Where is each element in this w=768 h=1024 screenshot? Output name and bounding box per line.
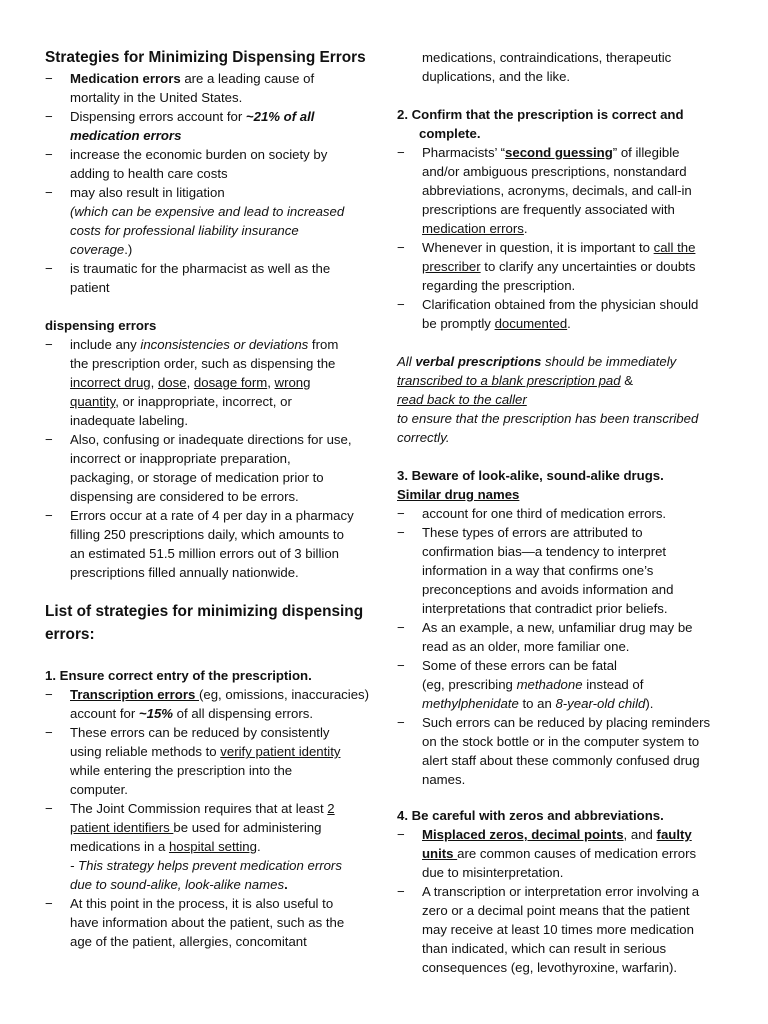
text-line: incorrect drug, dose, dosage form, wrong <box>70 375 311 390</box>
text-line: and/or ambiguous prescriptions, nonstandard <box>422 164 687 179</box>
bullet-dash: − <box>45 337 53 352</box>
bullet-dash: − <box>45 896 53 911</box>
text-line: while entering the prescription into the <box>70 763 293 778</box>
text-line: be promptly documented. <box>422 316 571 331</box>
text-line: Misplaced zeros, decimal points, and faulty <box>422 827 692 842</box>
text-line: At this point in the process, it is also useful to <box>70 896 334 911</box>
document-title: Strategies for Minimizing Dispensing Errors <box>45 49 366 66</box>
text-line: The Joint Commission requires that at least 2 <box>70 801 335 816</box>
text-line: Such errors can be reduced by placing reminders <box>422 715 711 730</box>
bullet-dash: − <box>397 240 405 255</box>
text-line: due to misinterpretation. <box>422 865 564 880</box>
text-line: prescriber to clarify any uncertainties or doubts <box>422 259 696 274</box>
text-line: include any inconsistencies or deviations from <box>70 337 339 352</box>
text-line: As an example, a new, unfamiliar drug may be <box>422 620 693 635</box>
text-line: duplications, and the like. <box>422 69 571 84</box>
strategy-heading: 1. Ensure correct entry of the prescription. <box>45 668 312 683</box>
text-line: than indicated, which can result in serious <box>422 941 667 956</box>
text-line: medication errors. <box>422 221 528 236</box>
text-line: patient identifiers be used for administering <box>70 820 322 835</box>
text-line: alert staff about these commonly confused drug <box>422 753 700 768</box>
text-line: medications in a hospital setting. <box>70 839 261 854</box>
bullet-dash: − <box>397 884 405 899</box>
bullet-dash: − <box>397 827 405 842</box>
text-line: is traumatic for the pharmacist as well as the <box>70 261 331 276</box>
text-line: Whenever in question, it is important to call the <box>422 240 696 255</box>
text-line: quantity, or inappropriate, incorrect, or <box>70 394 292 409</box>
text-line: Errors occur at a rate of 4 per day in a pharmacy <box>70 508 354 523</box>
text-line: incorrect or inappropriate preparation, <box>70 451 291 466</box>
list-heading: errors: <box>45 626 95 643</box>
bullet-dash: − <box>45 801 53 816</box>
text-line: (which can be expensive and lead to increased <box>70 204 345 219</box>
strategy-heading: complete. <box>419 126 481 141</box>
text-line: increase the economic burden on society by <box>70 147 328 162</box>
text-line: Medication errors are a leading cause of <box>70 71 315 86</box>
text-line: Dispensing errors account for ~21% of all <box>70 109 315 124</box>
text-line: Also, confusing or inadequate directions for use, <box>70 432 352 447</box>
bullet-dash: − <box>45 185 53 200</box>
text-line: an estimated 51.5 million errors out of 3 billion <box>70 546 340 561</box>
text-line: patient <box>70 280 110 295</box>
text-line: have information about the patient, such as the <box>70 915 345 930</box>
text-line: transcribed to a blank prescription pad & <box>397 373 634 388</box>
text-line: confirmation bias—a tendency to interpret <box>422 544 667 559</box>
text-line: medication errors <box>70 128 182 143</box>
text-line: age of the patient, allergies, concomitant <box>70 934 307 949</box>
subheading: Similar drug names <box>397 487 520 502</box>
text-line: medications, contraindications, therapeutic <box>422 50 672 65</box>
text-line: may receive at least 10 times more medication <box>422 922 694 937</box>
bullet-dash: − <box>45 71 53 86</box>
strategy-heading: 2. Confirm that the prescription is correct and <box>397 107 684 122</box>
text-line: prescriptions filled annually nationwide. <box>70 565 299 580</box>
text-line: methylphenidate to an 8-year-old child). <box>422 696 654 711</box>
text-line: adding to health care costs <box>70 166 228 181</box>
text-line: inadequate labeling. <box>70 413 189 428</box>
text-line: packaging, or storage of medication prior to <box>70 470 324 485</box>
text-line: dispensing are considered to be errors. <box>70 489 299 504</box>
text-line: A transcription or interpretation error involving a <box>422 884 700 899</box>
text-line: (eg, prescribing methadone instead of <box>422 677 644 692</box>
text-line: may also result in litigation <box>70 185 225 200</box>
text-line: the prescription order, such as dispensing the <box>70 356 336 371</box>
text-line: read as an older, more familiar one. <box>422 639 630 654</box>
text-line: units are common causes of medication errors <box>422 846 697 861</box>
bullet-dash: − <box>397 525 405 540</box>
bullet-dash: − <box>45 147 53 162</box>
text-line: correctly. <box>397 430 450 445</box>
bullet-dash: − <box>45 261 53 276</box>
bullet-dash: − <box>45 109 53 124</box>
text-line: Transcription errors (eg, omissions, inaccuracies) <box>70 687 370 702</box>
text-line: costs for professional liability insurance <box>70 223 299 238</box>
strategy-heading: 4. Be careful with zeros and abbreviations. <box>397 808 664 823</box>
bullet-dash: − <box>397 620 405 635</box>
section-heading: dispensing errors <box>45 318 157 333</box>
list-heading: List of strategies for minimizing dispensing <box>45 603 364 620</box>
text-line: These errors can be reduced by consistently <box>70 725 330 740</box>
bullet-dash: − <box>45 725 53 740</box>
bullet-dash: − <box>397 297 405 312</box>
text-line: coverage.) <box>70 242 133 257</box>
text-line: zero or a decimal point means that the patient <box>422 903 690 918</box>
bullet-dash: − <box>45 432 53 447</box>
text-line: - This strategy helps prevent medication errors <box>70 858 342 873</box>
text-line: read back to the caller <box>397 392 527 407</box>
text-line: Some of these errors can be fatal <box>422 658 617 673</box>
text-line: mortality in the United States. <box>70 90 243 105</box>
text-line: filling 250 prescriptions daily, which amounts to <box>70 527 344 542</box>
text-line: interpretations that contradict prior beliefs. <box>422 601 668 616</box>
text-line: names. <box>422 772 466 787</box>
text-line: using reliable methods to verify patient identity <box>70 744 341 759</box>
text-line: preconceptions and avoids information and <box>422 582 674 597</box>
text-line: information in a way that confirms one’s <box>422 563 654 578</box>
bullet-dash: − <box>397 145 405 160</box>
text-line: on the stock bottle or in the computer system to <box>422 734 700 749</box>
text-line: computer. <box>70 782 128 797</box>
bullet-dash: − <box>45 508 53 523</box>
bullet-dash: − <box>397 506 405 521</box>
strategy-heading: 3. Beware of look-alike, sound-alike drugs. <box>397 468 664 483</box>
text-line: consequences (eg, levothyroxine, warfarin). <box>422 960 678 975</box>
bullet-dash: − <box>397 658 405 673</box>
text-line: to ensure that the prescription has been transcribed <box>397 411 699 426</box>
text-line: Pharmacists’ “second guessing” of illegible <box>422 145 680 160</box>
text-line: account for one third of medication errors. <box>422 506 667 521</box>
text-line: Clarification obtained from the physician should <box>422 297 699 312</box>
text-line: abbreviations, acronyms, decimals, and call-in <box>422 183 692 198</box>
text-line: regarding the prescription. <box>422 278 576 293</box>
text-line: These types of errors are attributed to <box>422 525 643 540</box>
text-line: All verbal prescriptions should be immediately <box>397 354 677 369</box>
text-line: due to sound-alike, look-alike names. <box>70 877 288 892</box>
bullet-dash: − <box>45 687 53 702</box>
bullet-dash: − <box>397 715 405 730</box>
text-line: prescriptions are frequently associated with <box>422 202 675 217</box>
text-line: account for ~15% of all dispensing errors. <box>70 706 314 721</box>
